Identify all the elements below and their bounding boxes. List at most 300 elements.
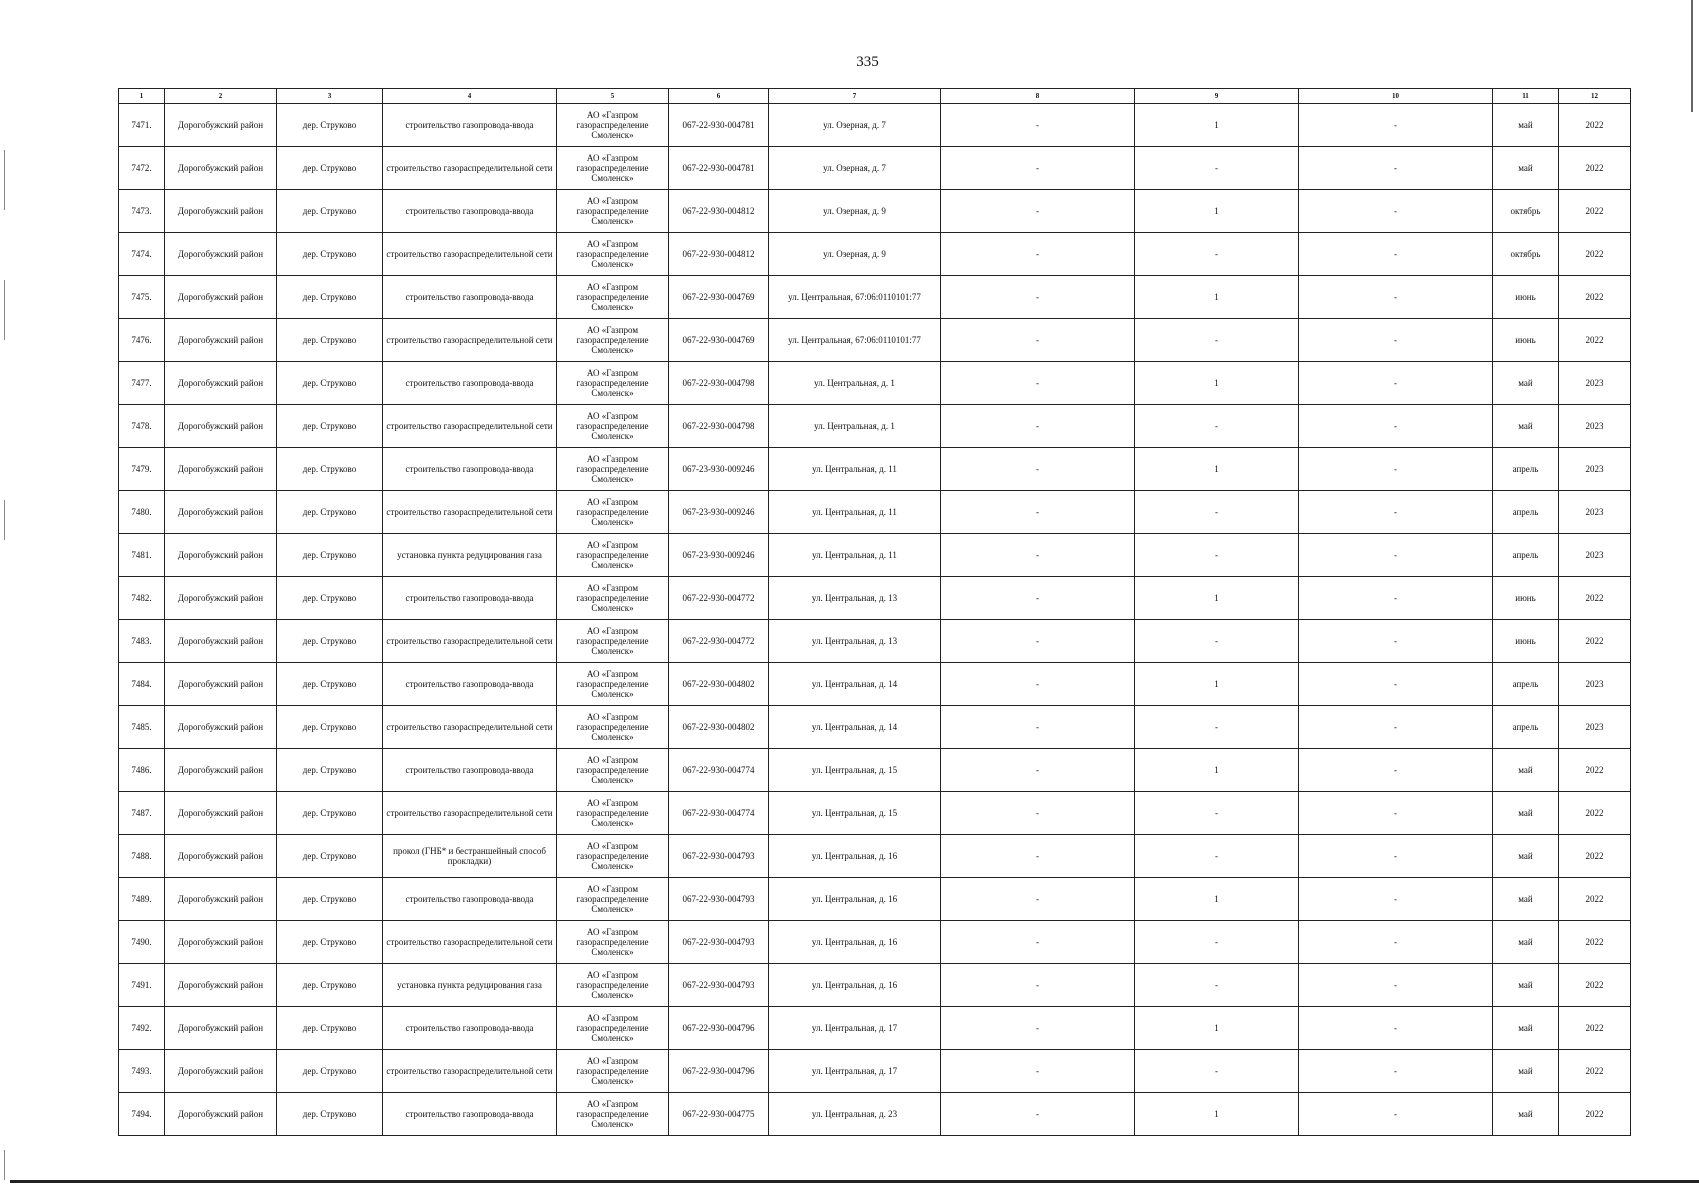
year-cell: 2023	[1559, 362, 1631, 405]
settlement-cell: дер. Струково	[277, 620, 383, 663]
column-10-cell: -	[1299, 620, 1493, 663]
column-10-cell: -	[1299, 276, 1493, 319]
settlement-cell: дер. Струково	[277, 706, 383, 749]
row-number: 7479.	[119, 448, 165, 491]
column-number: 11	[1493, 89, 1559, 104]
column-8-cell: -	[941, 1007, 1135, 1050]
column-10-cell: -	[1299, 405, 1493, 448]
column-8-cell: -	[941, 534, 1135, 577]
year-cell: 2022	[1559, 921, 1631, 964]
row-number: 7487.	[119, 792, 165, 835]
table-row	[119, 835, 1631, 878]
month-cell: май	[1493, 964, 1559, 1007]
work-type-cell: строительство газопровода-ввода	[383, 577, 557, 620]
month-cell: апрель	[1493, 663, 1559, 706]
address-cell: ул. Центральная, д. 11	[769, 491, 941, 534]
settlement-cell: дер. Струково	[277, 749, 383, 792]
table-row	[119, 534, 1631, 577]
table-row	[119, 319, 1631, 362]
organization-cell: АО «Газпром газораспределение Смоленск»	[557, 1050, 669, 1093]
month-cell: апрель	[1493, 534, 1559, 577]
district-cell: Дорогобужский район	[165, 878, 277, 921]
district-cell: Дорогобужский район	[165, 405, 277, 448]
address-cell: ул. Озерная, д. 9	[769, 233, 941, 276]
district-cell: Дорогобужский район	[165, 233, 277, 276]
work-type-cell: строительство газопровода-ввода	[383, 1093, 557, 1136]
district-cell: Дорогобужский район	[165, 1093, 277, 1136]
column-10-cell: -	[1299, 878, 1493, 921]
column-10-cell: -	[1299, 663, 1493, 706]
row-number: 7493.	[119, 1050, 165, 1093]
year-cell: 2023	[1559, 663, 1631, 706]
organization-cell: АО «Газпром газораспределение Смоленск»	[557, 491, 669, 534]
column-9-cell: -	[1135, 319, 1299, 362]
row-number: 7483.	[119, 620, 165, 663]
column-number-row	[119, 89, 1631, 104]
request-code-cell: 067-22-930-004802	[669, 706, 769, 749]
organization-cell: АО «Газпром газораспределение Смоленск»	[557, 362, 669, 405]
request-code-cell: 067-22-930-004798	[669, 405, 769, 448]
work-type-cell: строительство газораспределительной сети	[383, 319, 557, 362]
table-row	[119, 1007, 1631, 1050]
request-code-cell: 067-22-930-004796	[669, 1050, 769, 1093]
request-code-cell: 067-22-930-004798	[669, 362, 769, 405]
year-cell: 2022	[1559, 835, 1631, 878]
column-10-cell: -	[1299, 792, 1493, 835]
address-cell: ул. Озерная, д. 7	[769, 147, 941, 190]
column-number: 1	[119, 89, 165, 104]
column-10-cell: -	[1299, 749, 1493, 792]
request-code-cell: 067-22-930-004775	[669, 1093, 769, 1136]
work-type-cell: строительство газопровода-ввода	[383, 1007, 557, 1050]
column-10-cell: -	[1299, 104, 1493, 147]
table-row	[119, 921, 1631, 964]
column-number: 12	[1559, 89, 1631, 104]
column-8-cell: -	[941, 878, 1135, 921]
row-number: 7482.	[119, 577, 165, 620]
row-number: 7488.	[119, 835, 165, 878]
year-cell: 2022	[1559, 147, 1631, 190]
row-number: 7476.	[119, 319, 165, 362]
organization-cell: АО «Газпром газораспределение Смоленск»	[557, 792, 669, 835]
table-row	[119, 448, 1631, 491]
column-9-cell: 1	[1135, 878, 1299, 921]
work-type-cell: прокол (ГНБ* и бестраншейный способ прокладки)	[383, 835, 557, 878]
address-cell: ул. Центральная, д. 1	[769, 362, 941, 405]
column-10-cell: -	[1299, 319, 1493, 362]
column-9-cell: -	[1135, 405, 1299, 448]
row-number: 7494.	[119, 1093, 165, 1136]
table-row	[119, 749, 1631, 792]
address-cell: ул. Центральная, д. 16	[769, 964, 941, 1007]
request-code-cell: 067-22-930-004781	[669, 104, 769, 147]
column-8-cell: -	[941, 835, 1135, 878]
column-9-cell: 1	[1135, 448, 1299, 491]
column-9-cell: -	[1135, 921, 1299, 964]
column-8-cell: -	[941, 1050, 1135, 1093]
column-10-cell: -	[1299, 362, 1493, 405]
settlement-cell: дер. Струково	[277, 1007, 383, 1050]
settlement-cell: дер. Струково	[277, 319, 383, 362]
month-cell: октябрь	[1493, 190, 1559, 233]
organization-cell: АО «Газпром газораспределение Смоленск»	[557, 964, 669, 1007]
month-cell: май	[1493, 878, 1559, 921]
year-cell: 2022	[1559, 190, 1631, 233]
organization-cell: АО «Газпром газораспределение Смоленск»	[557, 835, 669, 878]
work-type-cell: строительство газопровода-ввода	[383, 362, 557, 405]
address-cell: ул. Центральная, 67:06:0110101:77	[769, 319, 941, 362]
district-cell: Дорогобужский район	[165, 147, 277, 190]
month-cell: май	[1493, 1093, 1559, 1136]
year-cell: 2022	[1559, 104, 1631, 147]
address-cell: ул. Центральная, д. 17	[769, 1050, 941, 1093]
settlement-cell: дер. Струково	[277, 792, 383, 835]
request-code-cell: 067-22-930-004772	[669, 577, 769, 620]
request-code-cell: 067-22-930-004774	[669, 749, 769, 792]
settlement-cell: дер. Струково	[277, 577, 383, 620]
district-cell: Дорогобужский район	[165, 362, 277, 405]
column-8-cell: -	[941, 233, 1135, 276]
district-cell: Дорогобужский район	[165, 319, 277, 362]
request-code-cell: 067-22-930-004796	[669, 1007, 769, 1050]
year-cell: 2022	[1559, 233, 1631, 276]
settlement-cell: дер. Струково	[277, 1093, 383, 1136]
settlement-cell: дер. Струково	[277, 964, 383, 1007]
work-type-cell: строительство газораспределительной сети	[383, 792, 557, 835]
work-type-cell: строительство газопровода-ввода	[383, 276, 557, 319]
table-row	[119, 878, 1631, 921]
table-row	[119, 104, 1631, 147]
table-row	[119, 620, 1631, 663]
column-number: 10	[1299, 89, 1493, 104]
settlement-cell: дер. Струково	[277, 405, 383, 448]
organization-cell: АО «Газпром газораспределение Смоленск»	[557, 921, 669, 964]
column-10-cell: -	[1299, 921, 1493, 964]
organization-cell: АО «Газпром газораспределение Смоленск»	[557, 1007, 669, 1050]
table-row	[119, 1050, 1631, 1093]
column-8-cell: -	[941, 104, 1135, 147]
organization-cell: АО «Газпром газораспределение Смоленск»	[557, 448, 669, 491]
column-number: 4	[383, 89, 557, 104]
address-cell: ул. Центральная, 67:06:0110101:77	[769, 276, 941, 319]
district-cell: Дорогобужский район	[165, 792, 277, 835]
settlement-cell: дер. Струково	[277, 921, 383, 964]
column-number: 5	[557, 89, 669, 104]
column-10-cell: -	[1299, 190, 1493, 233]
year-cell: 2022	[1559, 964, 1631, 1007]
work-type-cell: строительство газопровода-ввода	[383, 190, 557, 233]
work-type-cell: строительство газораспределительной сети	[383, 706, 557, 749]
column-8-cell: -	[941, 792, 1135, 835]
column-9-cell: -	[1135, 835, 1299, 878]
row-number: 7485.	[119, 706, 165, 749]
district-cell: Дорогобужский район	[165, 1007, 277, 1050]
table-row	[119, 190, 1631, 233]
row-number: 7472.	[119, 147, 165, 190]
address-cell: ул. Центральная, д. 16	[769, 921, 941, 964]
column-8-cell: -	[941, 620, 1135, 663]
organization-cell: АО «Газпром газораспределение Смоленск»	[557, 276, 669, 319]
address-cell: ул. Озерная, д. 9	[769, 190, 941, 233]
column-9-cell: 1	[1135, 749, 1299, 792]
address-cell: ул. Центральная, д. 23	[769, 1093, 941, 1136]
request-code-cell: 067-22-930-004772	[669, 620, 769, 663]
column-8-cell: -	[941, 491, 1135, 534]
organization-cell: АО «Газпром газораспределение Смоленск»	[557, 190, 669, 233]
column-9-cell: 1	[1135, 104, 1299, 147]
month-cell: июнь	[1493, 276, 1559, 319]
column-9-cell: 1	[1135, 1007, 1299, 1050]
district-cell: Дорогобужский район	[165, 1050, 277, 1093]
organization-cell: АО «Газпром газораспределение Смоленск»	[557, 577, 669, 620]
request-code-cell: 067-22-930-004769	[669, 276, 769, 319]
column-10-cell: -	[1299, 491, 1493, 534]
scan-edge-mark	[4, 500, 5, 540]
column-9-cell: -	[1135, 620, 1299, 663]
request-code-cell: 067-22-930-004793	[669, 878, 769, 921]
column-9-cell: -	[1135, 147, 1299, 190]
month-cell: июнь	[1493, 319, 1559, 362]
work-type-cell: строительство газораспределительной сети	[383, 921, 557, 964]
year-cell: 2023	[1559, 534, 1631, 577]
month-cell: май	[1493, 104, 1559, 147]
settlement-cell: дер. Струково	[277, 448, 383, 491]
organization-cell: АО «Газпром газораспределение Смоленск»	[557, 663, 669, 706]
column-8-cell: -	[941, 749, 1135, 792]
district-cell: Дорогобужский район	[165, 921, 277, 964]
address-cell: ул. Центральная, д. 11	[769, 448, 941, 491]
request-code-cell: 067-22-930-004769	[669, 319, 769, 362]
column-9-cell: -	[1135, 491, 1299, 534]
month-cell: май	[1493, 921, 1559, 964]
column-9-cell: 1	[1135, 1093, 1299, 1136]
row-number: 7475.	[119, 276, 165, 319]
table-row	[119, 663, 1631, 706]
request-code-cell: 067-22-930-004802	[669, 663, 769, 706]
row-number: 7471.	[119, 104, 165, 147]
request-code-cell: 067-23-930-009246	[669, 491, 769, 534]
column-8-cell: -	[941, 276, 1135, 319]
table-row	[119, 1093, 1631, 1136]
table-row	[119, 147, 1631, 190]
column-number: 7	[769, 89, 941, 104]
month-cell: май	[1493, 362, 1559, 405]
column-10-cell: -	[1299, 577, 1493, 620]
address-cell: ул. Центральная, д. 15	[769, 749, 941, 792]
row-number: 7473.	[119, 190, 165, 233]
settlement-cell: дер. Струково	[277, 233, 383, 276]
settlement-cell: дер. Струково	[277, 1050, 383, 1093]
work-type-cell: строительство газораспределительной сети	[383, 405, 557, 448]
month-cell: май	[1493, 749, 1559, 792]
table-row	[119, 405, 1631, 448]
column-10-cell: -	[1299, 1093, 1493, 1136]
address-cell: ул. Центральная, д. 1	[769, 405, 941, 448]
organization-cell: АО «Газпром газораспределение Смоленск»	[557, 706, 669, 749]
month-cell: май	[1493, 792, 1559, 835]
column-9-cell: 1	[1135, 190, 1299, 233]
district-cell: Дорогобужский район	[165, 663, 277, 706]
district-cell: Дорогобужский район	[165, 104, 277, 147]
row-number: 7481.	[119, 534, 165, 577]
year-cell: 2022	[1559, 620, 1631, 663]
column-number: 6	[669, 89, 769, 104]
column-9-cell: -	[1135, 964, 1299, 1007]
work-type-cell: строительство газораспределительной сети	[383, 147, 557, 190]
year-cell: 2022	[1559, 577, 1631, 620]
column-number: 8	[941, 89, 1135, 104]
month-cell: июнь	[1493, 577, 1559, 620]
month-cell: май	[1493, 1007, 1559, 1050]
year-cell: 2022	[1559, 1050, 1631, 1093]
address-cell: ул. Озерная, д. 7	[769, 104, 941, 147]
year-cell: 2022	[1559, 749, 1631, 792]
column-number: 3	[277, 89, 383, 104]
column-9-cell: 1	[1135, 577, 1299, 620]
settlement-cell: дер. Струково	[277, 491, 383, 534]
month-cell: апрель	[1493, 491, 1559, 534]
row-number: 7486.	[119, 749, 165, 792]
work-type-cell: строительство газораспределительной сети	[383, 620, 557, 663]
settlement-cell: дер. Струково	[277, 534, 383, 577]
district-cell: Дорогобужский район	[165, 706, 277, 749]
column-8-cell: -	[941, 319, 1135, 362]
month-cell: апрель	[1493, 706, 1559, 749]
organization-cell: АО «Газпром газораспределение Смоленск»	[557, 749, 669, 792]
request-code-cell: 067-22-930-004793	[669, 835, 769, 878]
settlement-cell: дер. Струково	[277, 878, 383, 921]
column-9-cell: 1	[1135, 663, 1299, 706]
registry-table	[118, 88, 1631, 1136]
work-type-cell: строительство газопровода-ввода	[383, 749, 557, 792]
district-cell: Дорогобужский район	[165, 448, 277, 491]
organization-cell: АО «Газпром газораспределение Смоленск»	[557, 104, 669, 147]
organization-cell: АО «Газпром газораспределение Смоленск»	[557, 405, 669, 448]
column-10-cell: -	[1299, 1007, 1493, 1050]
column-8-cell: -	[941, 663, 1135, 706]
organization-cell: АО «Газпром газораспределение Смоленск»	[557, 147, 669, 190]
work-type-cell: установка пункта редуцирования газа	[383, 534, 557, 577]
work-type-cell: строительство газораспределительной сети	[383, 491, 557, 534]
column-8-cell: -	[941, 448, 1135, 491]
organization-cell: АО «Газпром газораспределение Смоленск»	[557, 1093, 669, 1136]
address-cell: ул. Центральная, д. 16	[769, 878, 941, 921]
column-9-cell: -	[1135, 233, 1299, 276]
scan-edge-mark	[4, 1150, 5, 1180]
year-cell: 2023	[1559, 706, 1631, 749]
scan-edge-mark	[4, 150, 5, 210]
column-8-cell: -	[941, 405, 1135, 448]
month-cell: июнь	[1493, 620, 1559, 663]
settlement-cell: дер. Струково	[277, 362, 383, 405]
column-9-cell: 1	[1135, 362, 1299, 405]
month-cell: май	[1493, 147, 1559, 190]
column-8-cell: -	[941, 577, 1135, 620]
settlement-cell: дер. Струково	[277, 663, 383, 706]
column-9-cell: 1	[1135, 276, 1299, 319]
request-code-cell: 067-22-930-004774	[669, 792, 769, 835]
column-8-cell: -	[941, 1093, 1135, 1136]
row-number: 7492.	[119, 1007, 165, 1050]
address-cell: ул. Центральная, д. 14	[769, 663, 941, 706]
address-cell: ул. Центральная, д. 16	[769, 835, 941, 878]
table-row	[119, 706, 1631, 749]
settlement-cell: дер. Струково	[277, 190, 383, 233]
organization-cell: АО «Газпром газораспределение Смоленск»	[557, 878, 669, 921]
district-cell: Дорогобужский район	[165, 620, 277, 663]
request-code-cell: 067-22-930-004793	[669, 964, 769, 1007]
year-cell: 2022	[1559, 1093, 1631, 1136]
column-8-cell: -	[941, 362, 1135, 405]
row-number: 7491.	[119, 964, 165, 1007]
address-cell: ул. Центральная, д. 13	[769, 620, 941, 663]
page-number: 335	[856, 54, 879, 70]
row-number: 7478.	[119, 405, 165, 448]
work-type-cell: строительство газораспределительной сети	[383, 1050, 557, 1093]
work-type-cell: строительство газораспределительной сети	[383, 233, 557, 276]
month-cell: май	[1493, 835, 1559, 878]
row-number: 7477.	[119, 362, 165, 405]
year-cell: 2023	[1559, 491, 1631, 534]
year-cell: 2022	[1559, 878, 1631, 921]
year-cell: 2023	[1559, 448, 1631, 491]
district-cell: Дорогобужский район	[165, 749, 277, 792]
scan-edge-mark	[4, 280, 5, 340]
column-10-cell: -	[1299, 706, 1493, 749]
column-8-cell: -	[941, 921, 1135, 964]
row-number: 7484.	[119, 663, 165, 706]
district-cell: Дорогобужский район	[165, 276, 277, 319]
work-type-cell: строительство газопровода-ввода	[383, 104, 557, 147]
column-9-cell: -	[1135, 1050, 1299, 1093]
column-10-cell: -	[1299, 147, 1493, 190]
work-type-cell: строительство газопровода-ввода	[383, 448, 557, 491]
row-number: 7489.	[119, 878, 165, 921]
year-cell: 2022	[1559, 276, 1631, 319]
column-number: 9	[1135, 89, 1299, 104]
column-10-cell: -	[1299, 964, 1493, 1007]
bottom-rule	[10, 1180, 1699, 1183]
row-number: 7474.	[119, 233, 165, 276]
address-cell: ул. Центральная, д. 17	[769, 1007, 941, 1050]
organization-cell: АО «Газпром газораспределение Смоленск»	[557, 233, 669, 276]
row-number: 7490.	[119, 921, 165, 964]
organization-cell: АО «Газпром газораспределение Смоленск»	[557, 620, 669, 663]
district-cell: Дорогобужский район	[165, 577, 277, 620]
district-cell: Дорогобужский район	[165, 835, 277, 878]
column-10-cell: -	[1299, 835, 1493, 878]
month-cell: октябрь	[1493, 233, 1559, 276]
request-code-cell: 067-23-930-009246	[669, 448, 769, 491]
request-code-cell: 067-22-930-004812	[669, 190, 769, 233]
month-cell: апрель	[1493, 448, 1559, 491]
column-8-cell: -	[941, 706, 1135, 749]
district-cell: Дорогобужский район	[165, 534, 277, 577]
column-8-cell: -	[941, 147, 1135, 190]
table-row	[119, 792, 1631, 835]
settlement-cell: дер. Струково	[277, 147, 383, 190]
column-10-cell: -	[1299, 534, 1493, 577]
column-number: 2	[165, 89, 277, 104]
column-9-cell: -	[1135, 792, 1299, 835]
table-row	[119, 233, 1631, 276]
column-8-cell: -	[941, 964, 1135, 1007]
month-cell: май	[1493, 1050, 1559, 1093]
year-cell: 2022	[1559, 792, 1631, 835]
column-10-cell: -	[1299, 1050, 1493, 1093]
year-cell: 2022	[1559, 1007, 1631, 1050]
year-cell: 2023	[1559, 405, 1631, 448]
